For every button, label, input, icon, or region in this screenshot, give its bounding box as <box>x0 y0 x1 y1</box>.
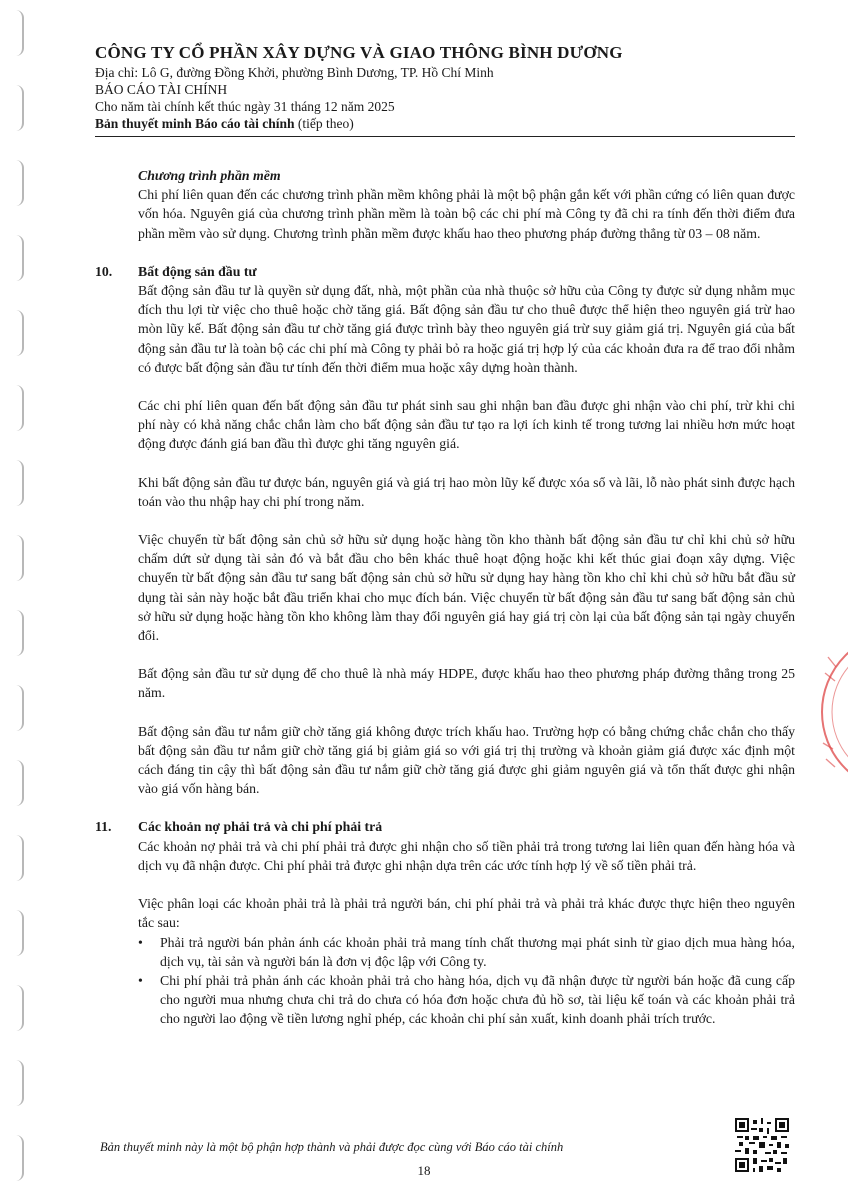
binding-ring <box>8 835 24 881</box>
section-11-heading <box>95 817 795 836</box>
paragraph: Việc phân loại các khoản phải trả là phải trả người bán, chi phí phải trả và phải trả khác được thực hiện theo nguyên tắc sau: <box>138 896 795 931</box>
document-header <box>95 42 795 132</box>
company-name: CÔNG TY CỔ PHẦN XÂY DỰNG VÀ GIAO THÔNG BÌNH DƯƠNG <box>95 43 623 62</box>
binding-ring <box>8 1060 24 1106</box>
section-title: Các khoản nợ phải trả và chi phí phải trả <box>138 819 383 835</box>
binding-ring <box>8 85 24 131</box>
seal-stamp-fragment <box>812 645 848 780</box>
software-paragraph: Chi phí liên quan đến các chương trình phần mềm không phải là một bộ phận gắn kết với phần cứng có liên quan được vốn hóa. Nguyên giá của chương trình phần mềm là toàn bộ các chi phí mà Công ty đã chi ra tính đến thời điểm đưa phần mềm vào sử dụng. Chương trình phần mềm được khấu hao theo phương pháp đường thẳng từ 03 – 08 năm. <box>138 187 795 241</box>
binding-ring <box>8 460 24 506</box>
report-period: Cho năm tài chính kết thúc ngày 31 tháng 12 năm 2025 <box>95 99 395 114</box>
notes-title: Bản thuyết minh Báo cáo tài chính <box>95 116 295 131</box>
paragraph: Bất động sản đầu tư nắm giữ chờ tăng giá không được trích khấu hao. Trường hợp có bằng chứng chắc chắn cho thấy bất động sản đầu tư nắm giữ chờ tăng giá bị giảm giá so với giá trị thị trường và khoản giảm giá được xác định một cách đáng tin cậy thì bất động sản đầu tư nắm giữ chờ tăng giá được ghi giảm nguyên giá và tổn thất được ghi nhận vào giá vốn hàng bán. <box>138 723 795 797</box>
notes-heading <box>95 115 795 132</box>
binding-ring <box>8 685 24 731</box>
paragraph: Việc chuyển từ bất động sản chủ sở hữu sử dụng hoặc hàng tồn kho thành bất động sản đầu tư chỉ khi chủ sở hữu chấm dứt sử dụng tài sản đó và bắt đầu cho bên khác thuê hoạt động hoặc khi kết thúc giai đoạn xây dựng. Việc chuyển từ bất động sản đầu tư sang bất động sản chủ sở hữu sử dụng hay hàng tồn kho chỉ khi chủ sở hữu bắt đầu sử dụng tài sản này hoặc bắt đầu triển khai cho mục đích bán. Việc chuyển từ bất động sản đầu tư sang bất động sản chủ sở hữu sử dụng hoặc hàng tồn kho không làm thay đổi nguyên giá hay giá trị còn lại của bất động sản tại ngày chuyển đổi. <box>138 532 795 644</box>
footer-note: Bản thuyết minh này là một bộ phận hợp thành và phải được đọc cùng với Báo cáo tài chính <box>100 1140 564 1154</box>
binding-rings <box>0 0 34 1200</box>
header-divider <box>95 136 795 137</box>
binding-ring <box>8 985 24 1031</box>
company-address: Địa chỉ: Lô G, đường Đồng Khởi, phường Bình Dương, TP. Hồ Chí Minh <box>95 65 494 80</box>
section-10-heading <box>95 262 795 281</box>
bullet-item <box>95 971 795 1029</box>
binding-ring <box>8 385 24 431</box>
binding-ring <box>8 235 24 281</box>
paragraph: Các chi phí liên quan đến bất động sản đầu tư phát sinh sau ghi nhận ban đầu được ghi nhận vào chi phí, trừ khi chi phí này có khả năng chắc chắn làm cho bất động sản đầu tư tạo ra lợi ích kinh tế trong tương lai nhiều hơn mức hoạt động được đánh giá ban đầu thì được ghi tăng nguyên giá. <box>138 398 795 452</box>
qr-code-icon <box>735 1118 789 1172</box>
software-subtitle: Chương trình phần mềm <box>138 168 281 183</box>
notes-suffix: (tiếp theo) <box>294 116 354 131</box>
section-title: Bất động sản đầu tư <box>138 263 257 279</box>
section-number: 10. <box>95 263 113 279</box>
binding-ring <box>8 535 24 581</box>
binding-ring <box>8 10 24 56</box>
paragraph: Bất động sản đầu tư là quyền sử dụng đất, nhà, một phần của nhà thuộc sở hữu của Công ty được sử dụng nhằm mục đích thu lợi từ việc cho thuê hoặc chờ tăng giá. Bất động sản đầu tư cho thuê được thể hiện theo nguyên giá trừ hao mòn lũy kế. Bất động sản đầu tư chờ tăng giá được trình bày theo nguyên giá trừ suy giảm giá trị. Nguyên giá của bất động sản đầu tư là toàn bộ các chi phí mà Công ty phải bỏ ra hoặc giá trị hợp lý của các khoản đưa ra để trao đổi nhằm có được bất động sản đầu tư tính đến thời điểm mua hoặc xây dựng hoàn thành. <box>138 283 795 375</box>
bullet-text: Chi phí phải trả phản ánh các khoản phải trả cho hàng hóa, dịch vụ đã nhận được từ người bán hoặc đã cung cấp cho người mua nhưng chưa chi trả do chưa có hóa đơn hoặc chưa đủ hồ sơ, tài liệu kế toán và các khoản phải trả cho người lao động về tiền lương nghỉ phép, các khoản chi phí sản xuất, kinh doanh phải trích trước. <box>160 972 795 1027</box>
binding-ring <box>8 610 24 656</box>
paragraph: Bất động sản đầu tư sử dụng để cho thuê là nhà máy HDPE, được khấu hao theo phương pháp đường thẳng trong 25 năm. <box>138 666 795 701</box>
section-number: 11. <box>95 819 112 835</box>
binding-ring <box>8 760 24 806</box>
bullet-item <box>95 933 795 971</box>
binding-ring <box>8 160 24 206</box>
paragraph: Các khoản nợ phải trả và chi phí phải trả được ghi nhận cho số tiền phải trả trong tương lai liên quan đến hàng hóa và dịch vụ đã nhận được. Chi phí phải trả được ghi nhận dựa trên các ước tính hợp lý về số tiền phải trả. <box>138 838 795 873</box>
report-title: BÁO CÁO TÀI CHÍNH <box>95 82 228 97</box>
page-number: 18 <box>417 1163 431 1178</box>
paragraph: Khi bất động sản đầu tư được bán, nguyên giá và giá trị hao mòn lũy kế được xóa sổ và lãi, lỗ nào phát sinh được hạch toán vào thu nhập hay chi phí trong năm. <box>138 474 795 509</box>
bullet-dot-icon: • <box>138 934 143 950</box>
binding-ring <box>8 310 24 356</box>
binding-ring <box>8 910 24 956</box>
document-body <box>95 166 795 1029</box>
bullet-text: Phải trả người bán phản ánh các khoản phải trả mang tính chất thương mại phát sinh từ giao dịch mua hàng hóa, dịch vụ, tài sản và người bán là đơn vị độc lập với Công ty. <box>160 934 795 969</box>
bullet-dot-icon: • <box>138 972 143 988</box>
